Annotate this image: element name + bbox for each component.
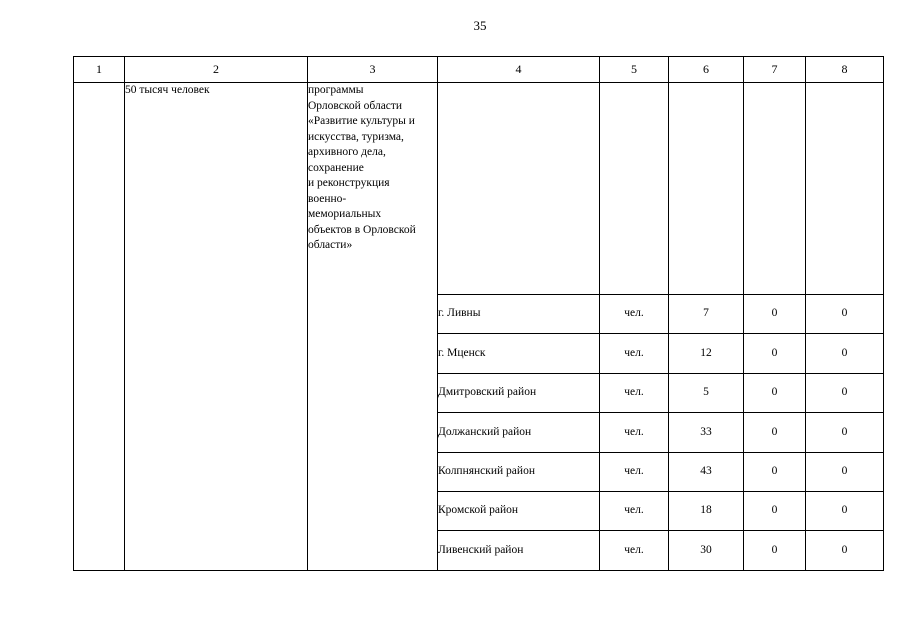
unit-cell: чел. bbox=[600, 413, 669, 452]
program-description-cell: программы Орловской области «Развитие культуры и искусства, туризма, архивного дела, сохранение и реконструкция военно- мемориальных объектов в Орловской области» bbox=[308, 83, 438, 571]
value-cell: 0 bbox=[806, 334, 884, 373]
column-header-6: 6 bbox=[669, 57, 744, 83]
value-cell: 0 bbox=[806, 373, 884, 412]
value-cell: 43 bbox=[669, 452, 744, 491]
value-cell: 30 bbox=[669, 531, 744, 570]
value-cell: 0 bbox=[744, 413, 806, 452]
data-table bbox=[73, 56, 884, 571]
column-header-7: 7 bbox=[744, 57, 806, 83]
district-cell: Колпнянский район bbox=[438, 452, 600, 491]
column-header-2: 2 bbox=[125, 57, 308, 83]
value-cell: 0 bbox=[744, 373, 806, 412]
unit-cell: чел. bbox=[600, 373, 669, 412]
district-cell: Дмитровский район bbox=[438, 373, 600, 412]
table-cell bbox=[600, 83, 669, 295]
value-cell: 0 bbox=[744, 334, 806, 373]
district-cell: Ливенский район bbox=[438, 531, 600, 570]
value-cell: 5 bbox=[669, 373, 744, 412]
table-cell bbox=[744, 83, 806, 295]
value-cell: 0 bbox=[806, 413, 884, 452]
value-cell: 7 bbox=[669, 295, 744, 334]
column-header-1: 1 bbox=[74, 57, 125, 83]
unit-cell: чел. bbox=[600, 452, 669, 491]
unit-cell: чел. bbox=[600, 531, 669, 570]
value-cell: 0 bbox=[806, 531, 884, 570]
value-cell: 0 bbox=[744, 295, 806, 334]
value-cell: 0 bbox=[744, 491, 806, 530]
page-number: 35 bbox=[473, 18, 487, 33]
column-1-cell bbox=[74, 83, 125, 571]
unit-cell: чел. bbox=[600, 334, 669, 373]
column-header-3: 3 bbox=[308, 57, 438, 83]
value-cell: 0 bbox=[744, 531, 806, 570]
population-cell: 50 тысяч человек bbox=[125, 83, 308, 571]
column-header-8: 8 bbox=[806, 57, 884, 83]
district-cell: г. Ливны bbox=[438, 295, 600, 334]
unit-cell: чел. bbox=[600, 295, 669, 334]
value-cell: 0 bbox=[806, 452, 884, 491]
district-cell: г. Мценск bbox=[438, 334, 600, 373]
value-cell: 0 bbox=[806, 491, 884, 530]
header-row bbox=[74, 57, 884, 83]
table-cell bbox=[669, 83, 744, 295]
unit-cell: чел. bbox=[600, 491, 669, 530]
value-cell: 18 bbox=[669, 491, 744, 530]
value-cell: 33 bbox=[669, 413, 744, 452]
column-header-5: 5 bbox=[600, 57, 669, 83]
table-cell bbox=[438, 83, 600, 295]
table-row bbox=[74, 83, 884, 295]
value-cell: 0 bbox=[744, 452, 806, 491]
district-cell: Должанский район bbox=[438, 413, 600, 452]
value-cell: 12 bbox=[669, 334, 744, 373]
value-cell: 0 bbox=[806, 295, 884, 334]
district-cell: Кромской район bbox=[438, 491, 600, 530]
table-cell bbox=[806, 83, 884, 295]
column-header-4: 4 bbox=[438, 57, 600, 83]
